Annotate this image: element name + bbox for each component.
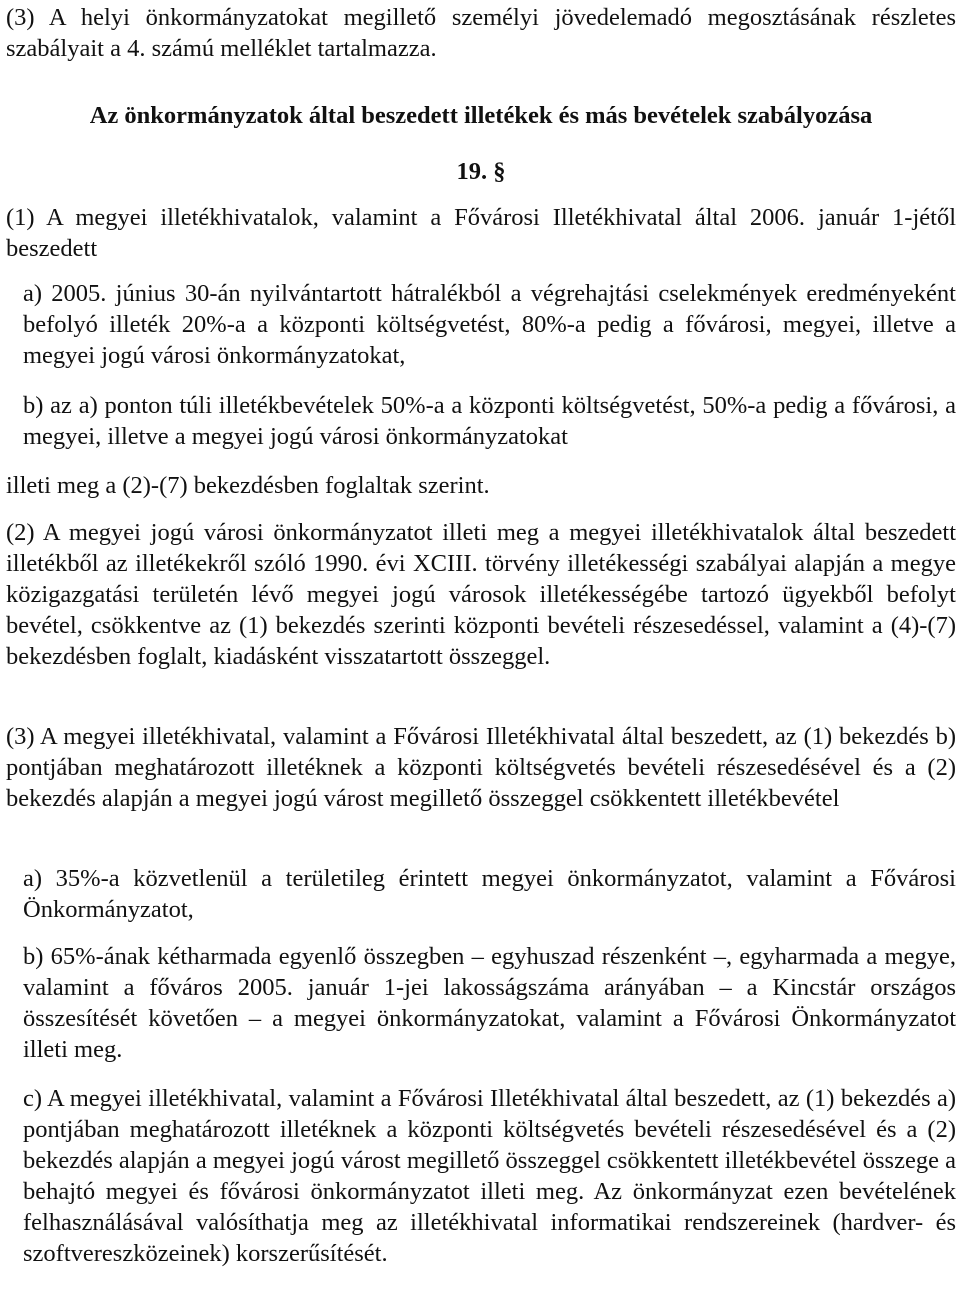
paragraph-19-1-a: a) 2005. június 30-án nyilvántartott hátralékból a végrehajtási cselekmények eredményeként befolyó illeték 20%-a a központi költségvetést, 80%-a pedig a fővárosi, megyei, illetve a megyei jogú városi önkormányzatokat, — [23, 280, 956, 369]
paragraph-3-intro: (3) A helyi önkormányzatokat megillető személyi jövedelemadó megosztásának részletes szabályait a 4. számú melléklet tartalmazza. — [6, 4, 956, 62]
section-number: 19. § — [456, 158, 506, 185]
paragraph-19-3-b: b) 65%-ának kétharmada egyenlő összegben – egyhuszad részenként –, egyharmada a megye, valamint a főváros 2005. január 1-jei lakosságszáma arányában – a Kincstár országos összesítését követően – a megyei önkormányzatokat, valamint a Fővárosi Önkormányzatot illeti meg. — [23, 943, 956, 1063]
paragraph-19-1-intro: (1) A megyei illetékhivatalok, valamint a Fővárosi Illetékhivatal által 2006. január 1-jétől beszedett — [6, 204, 956, 262]
paragraph-19-1-b: b) az a) ponton túli illetékbevételek 50%-a a központi költségvetést, 50%-a pedig a fővárosi, a megyei, illetve a megyei jogú városi önkormányzatokat — [23, 392, 956, 450]
section-heading: Az önkormányzatok által beszedett illetékek és más bevételek szabályozása — [89, 102, 873, 129]
paragraph-19-3-a: a) 35%-a közvetlenül a területileg érintett megyei önkormányzatot, valamint a Fővárosi Önkormányzatot, — [23, 865, 956, 923]
paragraph-19-2: (2) A megyei jogú városi önkormányzatot illeti meg a megyei illetékhivatalok által beszedett illetékből az illetékekről szóló 1990. évi XCIII. törvény illetékességi szabályai alapján a megye közigazgatási területén lévő megyei jogú városok illetékességébe tartozó ügyekből befolyt bevétel, csökkentve az (1) bekezdés szerinti központi bevételi részesedéssel, valamint a (4)-(7) bekezdésben foglalt, kiadásként visszatartott összeggel. — [6, 519, 956, 670]
paragraph-19-3-intro: (3) A megyei illetékhivatal, valamint a Fővárosi Illetékhivatal által beszedett, az (1) bekezdés b) pontjában meghatározott illetéknek a központi költségvetés bevételi részesedésével és a (2) bekezdés alapján a megyei jogú várost megillető összeggel csökkentett illetékbevétel — [6, 723, 956, 812]
paragraph-19-1-closing: illeti meg a (2)-(7) bekezdésben foglaltak szerint. — [6, 472, 490, 499]
paragraph-19-3-c: c) A megyei illetékhivatal, valamint a Fővárosi Illetékhivatal által beszedett, az (1) bekezdés a) pontjában meghatározott illetéknek a központi költségvetés bevételi részesedésével és a (2) bekezdés alapján a megyei jogú várost megillető összeggel csökkentett illetékbevétel összege a behajtó megyei és fővárosi önkormányzatot illeti meg. Az önkormányzat ezen bevételének felhasználásával valósíthatja meg az illetékhivatal informatikai rendszereinek (hardver- és szoftvereszközeinek) korszerűsítését. — [23, 1085, 956, 1267]
